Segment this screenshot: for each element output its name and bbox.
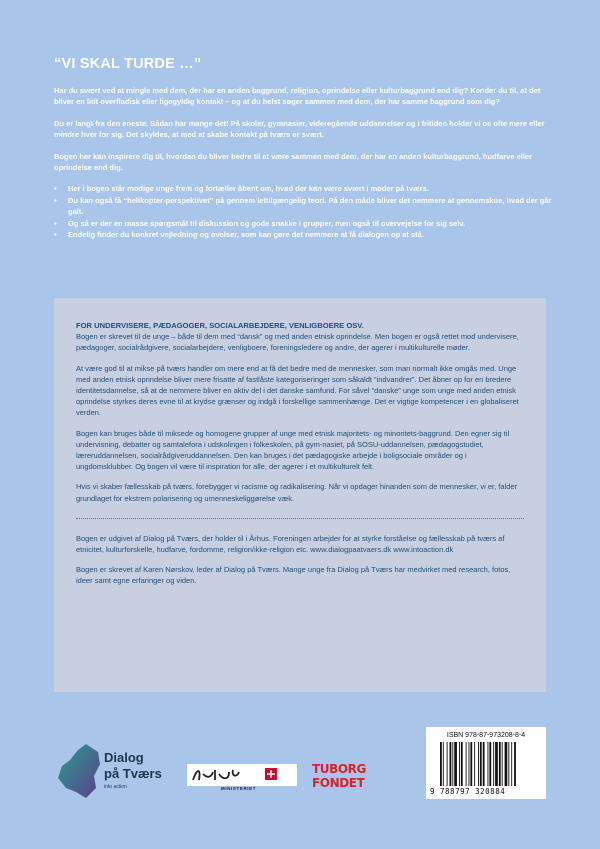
dialog-logo-tagline: into action (104, 784, 127, 790)
intro-bullet-list (54, 183, 554, 240)
isbn-digits: 9 788797 320884 (430, 787, 506, 796)
back-cover-heading: “VI SKAL TURDE …” (54, 56, 202, 72)
author-paragraph: Bogen er skrevet af Karen Nørskov, leder af Dialog på Tværs. Mange unge fra Dialog på Tværs har medvirket med research, fotos, ideer samt egne erfaringer og viden. (76, 565, 511, 586)
isbn-label: ISBN 978-87-973208-8-4 (446, 732, 526, 739)
bullet-item: • Og så er der en masse spørgsmål til diskussion og gode snakke i grupper, men også til overvejelse for sig selv. (54, 218, 554, 229)
info-paragraph: Hvis vi skaber fællesskab på tværs, forebygger vi racisme og radikalisering. Når vi opdager hinanden som de mennesker, vi er, falder grundlaget for ekstrem polarisering og umenneskeliggørelse væk. (76, 482, 518, 503)
bullet-item: • Du kan også få “helikopter-perspektivet” på gennem lettilgængelig teori. På den måde bliver det nemmere at gennemskue, hvad der går galt. (54, 195, 554, 218)
isbn-barcode-box (426, 727, 546, 799)
kulturministeriet-logo (187, 764, 297, 792)
bullet-item: • Endelig finder du konkret vejledning og øvelser, som kan gøre det nemmere at få dialogen op at stå. (54, 229, 554, 240)
info-paragraph: Bogen kan bruges både til miksede og homogene grupper af unge med etnisk majoritets- og minoritets-baggrund. Den egner sig til undervisning, debatter og samtalefora i udskolingen i folkeskolen, på gym-nasiet, på SOSU-uddannelsen, pædagogstudiet, læreruddannelsen, socialrådgiveruddannelsen. Den kan bruges i det pædagogiske arbejde i boligsociale områder og i ungdomsklubber. Og bogen vil være til inspiration for alle, der agerer i et multikulturelt felt. (76, 428, 510, 472)
info-box-title: FOR UNDERVISERE, PÆDAGOGER, SOCIALARBEJDERE, VENLIGBOERE OSV. (76, 321, 364, 330)
kultur-logo-label: MINISTERIET (221, 786, 257, 791)
info-box (54, 298, 546, 692)
intro-paragraph: Du er langt fra den eneste. Sådan har mange det! På skoler, gymnasier, videregående uddannelser og i fritiden holder vi os ofte mere eller mindre hver for sig. Det skyldes, at med at skabe kontakt på tværs er svært. (54, 118, 545, 140)
tuborg-fondet-logo (312, 758, 368, 798)
intro-paragraph: Bogen her kan inspirere dig til, hvordan du bliver bedre til at være sammen med dem, der har en anden kulturbaggrund, hudfarve eller oprindelse end dig. (54, 151, 533, 173)
publisher-paragraph: Bogen er udgivet af Dialog på Tværs, der holder til i Århus. Foreningen arbejder for at styrke forståelse og fællesskab på tværs af etnicitet, kulturforskelle, hudfarve, fordomme, religion/ikke-religion etc. www.dialogpaatvaers.dk www.intoaction.dk (76, 533, 505, 555)
intro-paragraph: Har du svært ved at mingle med dem, der har en anden baggrund, religion, oprindelse eller kulturbaggrund end dig? Kender du til, at det bliver en lidt overfladisk eller ligegyldig kontakt – og at du helst søger sammen med dem, der har samme baggrund som dig? (54, 86, 541, 107)
bullet-item: • Her i bogen står modige unge frem og fortæller åbent om, hvad der kan være svært i møder på tværs. (54, 183, 554, 194)
tuborg-logo-text: TUBORG (312, 762, 366, 776)
intro-section (54, 85, 554, 240)
info-paragraph: At være god til at mikse på tværs handler om mere end at få det bedre med de mennesker, som man normalt ikke omgås med. Unge med anden etnisk oprindelse bliver mere frisatte af fastlåste kategoriseringer som såkaldt “indvandrer”. Det åbner op for en bredere identitetsdannelse, så at de nemmere bliver en aktiv del i det danske samfund. For såvel “danske” unge som unge med anden etnisk oprindelse styrkes deres evne til at krydse grænser og indgå i forskellige sammenhænge. Det er vigtige kompetencer i en globaliseret verden. (76, 363, 519, 418)
dialog-logo-text: Dialog (104, 750, 144, 765)
dialog-logo-text: på Tværs (104, 766, 162, 781)
info-paragraph: Bogen er skrevet til de unge – både til dem med “dansk” og med anden etnisk oprindelse. Men bogen er også rettet mod undervisere, pædagoger, socialrådgivere, socialarbejdere, venligboere, foreningsledere og andre, der agerer i multikulturelle møder. (76, 332, 519, 353)
dialog-paa-tvaers-logo (56, 742, 186, 800)
kultur-script-icon (187, 764, 297, 786)
tuborg-logo-text: FONDET (312, 776, 365, 790)
barcode-icon (440, 742, 532, 786)
dialog-logo-mark-icon (56, 742, 102, 800)
dotted-divider (76, 518, 524, 519)
